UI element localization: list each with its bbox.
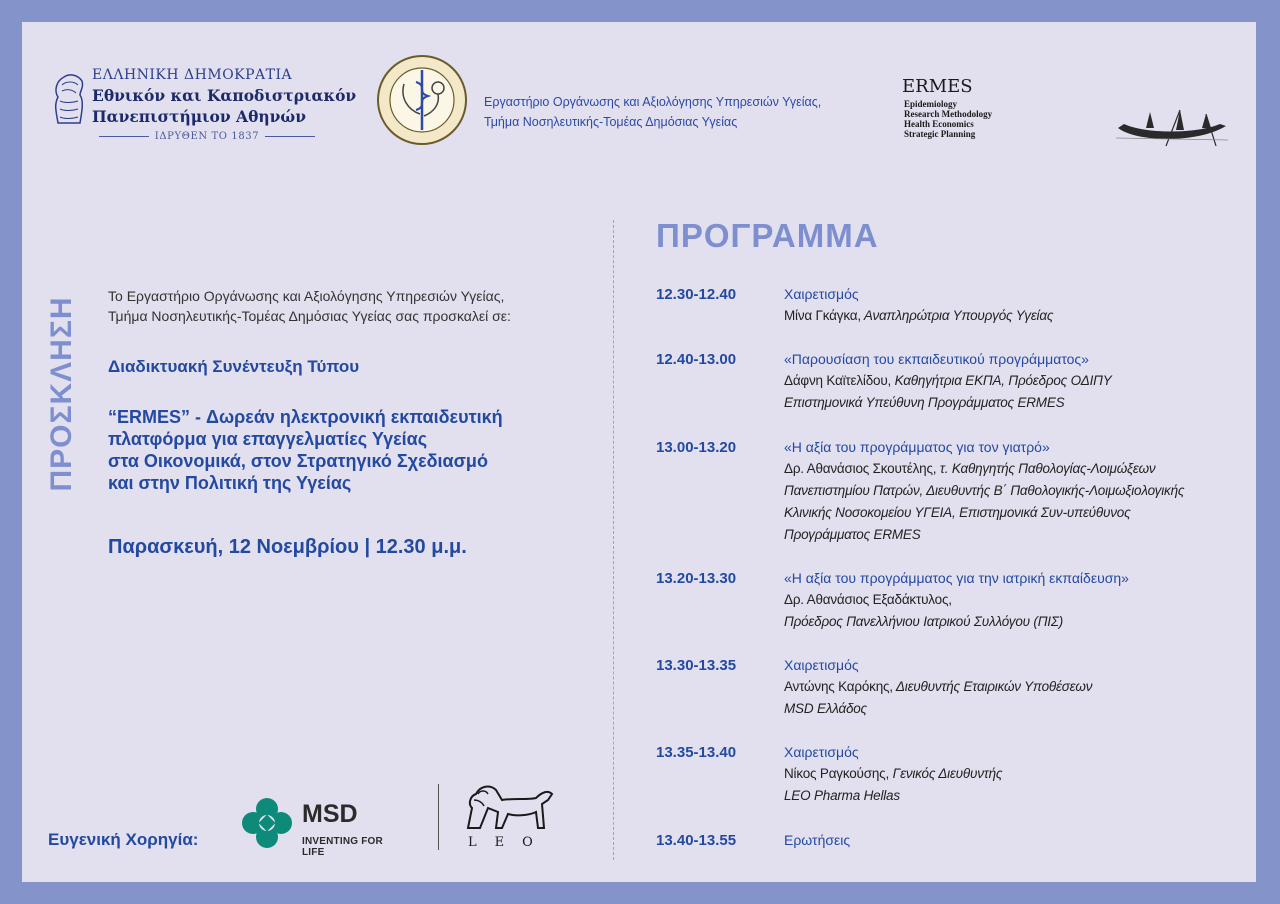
event-title	[108, 406, 503, 494]
ermes-logo	[898, 76, 1228, 156]
ermes-subtitle	[904, 99, 992, 139]
entry-heading: «Η αξία του προγράμματος για την ιατρική εκπαίδευση»	[784, 570, 1129, 586]
invitation-vertical-title: ΠΡΟΣΚΛΗΣΗ	[45, 296, 78, 492]
speaker-name: Δάφνη Καϊτελίδου,	[784, 373, 892, 388]
entry-line	[784, 461, 1155, 476]
entry-line	[784, 679, 1092, 694]
entry-heading: Χαιρετισμός	[784, 744, 859, 760]
entry-heading: Χαιρετισμός	[784, 657, 859, 673]
entry-time: 13.20-13.30	[656, 570, 737, 587]
university-line3: Πανεπιστήμιον Αθηνών	[92, 107, 306, 126]
speaker-role: Γενικός Διευθυντής	[889, 766, 1003, 781]
programme-title: ΠΡΟΓΡΑΜΜΑ	[656, 217, 879, 254]
entry-heading: «Παρουσίαση του εκπαιδευτικού προγράμματος»	[784, 351, 1089, 367]
university-line1: ΕΛΛΗΝΙΚΗ ΔΗΜΟΚΡΑΤΙΑ	[92, 67, 293, 83]
entry-line: Πρόεδρος Πανελλήνιου Ιατρικού Συλλόγου (ΠΙΣ)	[784, 614, 1064, 629]
lion-icon	[458, 778, 558, 834]
entry-line: LEO Pharma Hellas	[784, 788, 900, 803]
intro-line1: Το Εργαστήριο Οργάνωσης και Αξιολόγησης Υπηρεσιών Υγείας,	[108, 288, 505, 304]
msd-wordmark: MSD	[302, 800, 358, 828]
entry-line: Επιστημονικά Υπεύθυνη Προγράμματος ERMES	[784, 395, 1065, 410]
entry-line	[784, 766, 1002, 781]
university-line2: Εθνικόν και Καποδιστριακόν	[92, 86, 357, 105]
entry-time: 12.40-13.00	[656, 351, 737, 368]
speaker-name: Δρ. Αθανάσιος Σκουτέλης,	[784, 461, 937, 476]
entry-line: Κλινικής Νοσοκομείου ΥΓΕΙΑ, Επιστημονικά Συν-υπεύθυνος	[784, 505, 1131, 520]
lab-line2: Τμήμα Νοσηλευτικής-Τομέας Δημόσιας Υγείας	[484, 115, 738, 129]
event-title-line2: πλατφόρμα για επαγγελματίες Υγείας	[108, 429, 428, 449]
intro-text	[108, 286, 511, 326]
entry-line	[784, 373, 1112, 388]
event-title-line4: και στην Πολιτική της Υγείας	[108, 473, 352, 493]
msd-tagline: INVENTING FOR LIFE	[302, 836, 383, 858]
athena-bust-icon	[50, 71, 86, 127]
entry-line: MSD Ελλάδος	[784, 701, 867, 716]
speaker-role: τ. Καθηγητής Παθολογίας-Λοιμώξεων	[936, 461, 1156, 476]
speaker-role: Καθηγήτρια ΕΚΠΑ, Πρόεδρος ΟΔΙΠΥ	[891, 373, 1112, 388]
lab-name	[484, 92, 821, 132]
entry-time: 13.35-13.40	[656, 744, 737, 761]
speaker-name: Δρ. Αθανάσιος Εξαδάκτυλος,	[784, 592, 952, 607]
event-date: Παρασκευή, 12 Νοεμβρίου | 12.30 μ.μ.	[108, 536, 467, 558]
entry-time: 13.40-13.55	[656, 832, 737, 849]
sponsor-label: Ευγενική Χορηγία:	[48, 830, 199, 849]
invitation-card	[22, 22, 1256, 882]
entry-line: Πανεπιστημίου Πατρών, Διευθυντής Β΄ Παθολογικής-Λοιμωξιολογικής	[784, 483, 1185, 498]
entry-heading: Χαιρετισμός	[784, 286, 859, 302]
sponsor-divider	[438, 784, 439, 850]
vertical-title	[42, 284, 82, 504]
ermes-sub1: Epidemiology	[904, 99, 958, 109]
entry-line	[784, 308, 1053, 323]
msd-emblem-icon	[240, 796, 294, 850]
msd-logo	[240, 794, 400, 858]
intro-line2: Τμήμα Νοσηλευτικής-Τομέας Δημόσιας Υγείας σας προσκαλεί σε:	[108, 308, 511, 324]
leo-logo	[458, 778, 558, 854]
entry-time: 12.30-12.40	[656, 286, 737, 303]
speaker-name: Μίνα Γκάγκα,	[784, 308, 861, 323]
university-founded: ΙΔΡΥΘΕΝ ΤΟ 1837	[92, 131, 322, 142]
speaker-name: Νίκος Ραγκούσης,	[784, 766, 890, 781]
ermes-title: ERMES	[902, 76, 973, 97]
entry-line	[784, 592, 952, 607]
entry-heading: «Η αξία του προγράμματος για τον γιατρό»	[784, 439, 1050, 455]
leo-wordmark: LEO	[468, 835, 551, 850]
lab-line1: Εργαστήριο Οργάνωσης και Αξιολόγησης Υπηρεσιών Υγείας,	[484, 95, 822, 109]
speaker-role: Αναπληρώτρια Υπουργός Υγείας	[860, 308, 1054, 323]
entry-time: 13.30-13.35	[656, 657, 737, 674]
entry-heading: Ερωτήσεις	[784, 832, 851, 848]
ermes-sub4: Strategic Planning	[904, 129, 976, 139]
university-logo	[50, 67, 357, 147]
entry-line: Προγράμματος ERMES	[784, 527, 921, 542]
speaker-role: Διευθυντής Εταιρικών Υποθέσεων	[892, 679, 1093, 694]
ermes-sub3: Health Economics	[904, 119, 974, 129]
ermes-sub2: Research Methodology	[904, 109, 993, 119]
health-services-seal-icon	[376, 54, 468, 146]
press-conference-title: Διαδικτυακή Συνέντευξη Τύπου	[108, 357, 360, 376]
boat-icon	[1116, 102, 1228, 148]
entry-time: 13.00-13.20	[656, 439, 737, 456]
event-title-line1: “ERMES” - Δωρεάν ηλεκτρονική εκπαιδευτική	[108, 407, 503, 427]
column-divider	[613, 220, 614, 860]
event-title-line3: στα Οικονομικά, στον Στρατηγικό Σχεδιασμό	[108, 451, 488, 471]
speaker-name: Αντώνης Καρόκης,	[784, 679, 893, 694]
